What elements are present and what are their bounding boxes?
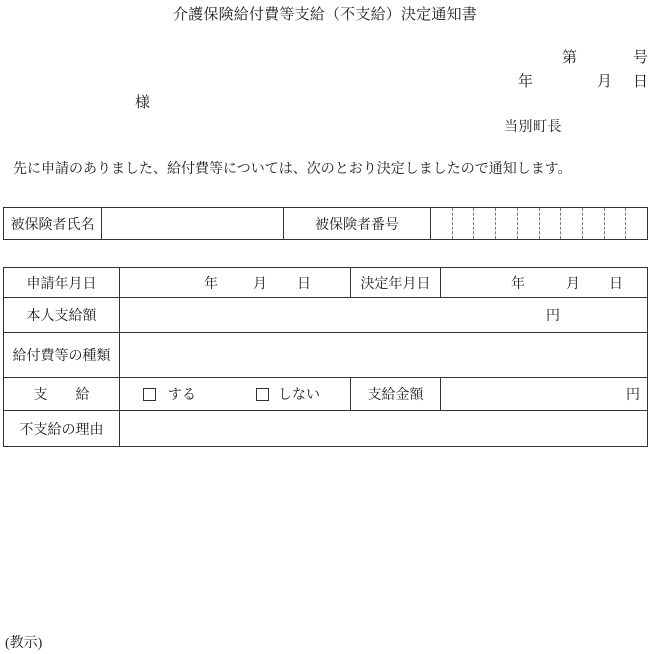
issue-date-line xyxy=(518,70,648,91)
insured-number-cell-wrap xyxy=(430,208,647,239)
application-date-value-cell xyxy=(119,268,350,297)
insured-number-digit-cell xyxy=(583,208,605,239)
footnote-kyouji: (教示) xyxy=(5,636,43,651)
benefit-type-value-cell xyxy=(119,332,647,377)
decision-table xyxy=(3,267,648,447)
decision-day-label: 日 xyxy=(609,276,623,292)
payment-yes-checkbox-unchecked-icon xyxy=(143,388,156,401)
payment-amount-label: 支給金額 xyxy=(350,377,440,410)
issuer-name: 当別町長 xyxy=(504,120,562,135)
decision-date-label: 決定年月日 xyxy=(350,268,440,297)
insured-number-digit-cell xyxy=(496,208,518,239)
nonpayment-reason-label: 不支給の理由 xyxy=(4,410,119,446)
application-month-label: 月 xyxy=(253,276,267,292)
application-day-label: 日 xyxy=(297,276,311,292)
addressee-honorific: 様 xyxy=(135,95,151,111)
payment-no-label: しない xyxy=(278,388,320,403)
insured-number-digit-cell xyxy=(540,208,562,239)
insured-number-grid xyxy=(431,208,647,239)
insured-number-label: 被保険者番号 xyxy=(283,208,430,239)
insured-number-digit-cell xyxy=(431,208,453,239)
insured-number-digit-cell xyxy=(453,208,475,239)
application-year-label: 年 xyxy=(204,276,218,292)
doc-number-suffix: 号 xyxy=(632,50,648,66)
decision-date-value-cell xyxy=(440,268,647,297)
benefit-type-label: 給付費等の種類 xyxy=(4,332,119,377)
notice-text: 先に申請のありました、給付費等については、次のとおり決定しましたので通知します。 xyxy=(13,162,572,177)
insured-number-digit-cell xyxy=(605,208,627,239)
insured-number-digit-cell xyxy=(474,208,496,239)
decision-month-label: 月 xyxy=(566,276,580,292)
personal-payment-value-cell xyxy=(119,297,647,332)
insured-number-digit-cell xyxy=(518,208,540,239)
document-title: 介護保険給付費等支給（不支給）決定通知書 xyxy=(172,7,477,23)
payment-no-checkbox-unchecked-icon xyxy=(256,388,269,401)
issue-date-year-label: 年 xyxy=(517,74,533,90)
decision-year-label: 年 xyxy=(511,276,525,292)
insured-number-digit-cell xyxy=(626,208,647,239)
nonpayment-reason-value-cell xyxy=(119,410,647,446)
application-date-label: 申請年月日 xyxy=(26,276,97,292)
insured-number-digit-cell xyxy=(561,208,583,239)
personal-payment-unit-label: 円 xyxy=(546,309,560,324)
insured-person-table xyxy=(3,207,648,240)
payment-yes-label: する xyxy=(168,388,196,403)
issue-date-day-label: 日 xyxy=(632,74,648,90)
payment-amount-unit-label: 円 xyxy=(626,388,640,403)
personal-payment-label: 本人支給額 xyxy=(4,297,119,332)
payment-choice-cell xyxy=(119,377,350,410)
issue-date-month-label: 月 xyxy=(596,74,612,90)
insured-name-label: 被保険者氏名 xyxy=(10,217,95,233)
doc-number-line xyxy=(562,46,648,67)
insured-name-value-cell xyxy=(101,208,283,239)
payment-amount-value-cell xyxy=(440,377,647,410)
doc-number-prefix: 第 xyxy=(561,50,577,66)
payment-label: 支 給 xyxy=(4,377,119,410)
